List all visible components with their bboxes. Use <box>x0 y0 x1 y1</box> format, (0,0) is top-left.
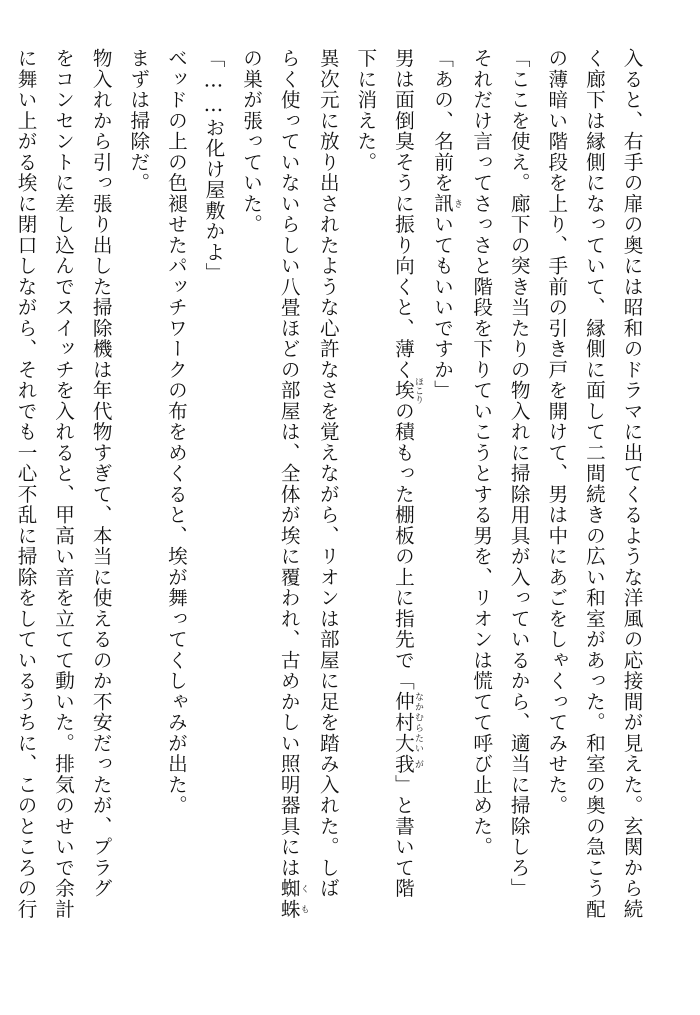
paragraph-line-4: それだけ言ってさっさと階段を下りていこうとする男を、リオンは慌てて呼び止めた。 <box>469 48 493 858</box>
paragraph-line-2: く廊下は縁側になっていて、縁側に面して二間続きの広い和室があった。和室の奥の急こう配 <box>582 48 606 920</box>
ruby-reading: くも <box>298 878 309 920</box>
dialogue-line-3: 「……お化け屋敷かよ」 <box>201 48 225 284</box>
paragraph-line-6: 下に消えた。 <box>353 48 377 173</box>
ruby-base: 蜘蛛 <box>277 878 301 920</box>
paragraph-line-1: 入ると、右手の扉の奥には昭和のドラマに出てくるような洋風の応接間が見えた。玄関から続 <box>620 48 643 920</box>
paragraph-line-13: をコンセントに差し込んでスイッチを入れると、甲高い音を立てて動いた。排気のせいで余計 <box>51 48 75 920</box>
text-segment: 男は面倒臭そうに振り向くと、薄く <box>391 48 415 380</box>
vertical-text-block <box>14 48 650 978</box>
ruby-reading: き <box>452 193 463 214</box>
ruby-name-given-1 <box>391 732 423 754</box>
ruby-kumo <box>277 878 309 920</box>
paragraph-line-12: 物入れから引っ張り出した掃除機は年代物すぎて、本当に使えるのか不安だったが、プラグ <box>89 48 113 899</box>
ruby-kiki <box>430 193 463 214</box>
ruby-name-given-2 <box>391 753 423 775</box>
ruby-reading: なかむら <box>412 691 423 733</box>
dialogue-line-1: 「ここを使え。廊下の突き当たりの物入れに掃除用具が入っているから、適当に掃除しろ」 <box>507 48 531 899</box>
dialogue-line-2 <box>423 48 462 978</box>
paragraph-line-14: に舞い上がる埃に閉口しながら、それでも一心不乱に掃除をしているうちに、このところの行 <box>14 48 37 920</box>
text-segment: 」と書いて階 <box>391 774 415 899</box>
ruby-reading: が <box>412 753 423 775</box>
text-segment: らく使っていないらしい八畳ほどの部屋は、全体が埃に覆われ、古めかしい照明器具には <box>277 48 301 878</box>
ruby-reading: たい <box>412 732 423 754</box>
ruby-base: 仲村 <box>391 691 415 733</box>
paragraph-line-9: の巣が張っていた。 <box>239 48 263 235</box>
paragraph-line-10: ベッドの上の色褪せたパッチワークの布をめくると、埃が舞ってくしゃみが出た。 <box>164 48 188 816</box>
paragraph-line-5 <box>384 48 423 978</box>
ruby-reading: ほこり <box>412 376 423 404</box>
ruby-base: 我 <box>391 753 415 775</box>
ruby-base: 埃 <box>391 376 415 404</box>
ruby-hokori <box>391 376 423 404</box>
paragraph-line-7: 異次元に放り出されたような心許なさを覚えながら、リオンは部屋に足を踏み入れた。しば <box>316 48 340 899</box>
text-segment: の積もった棚板の上に指先で「 <box>391 400 415 692</box>
dialogue-segment: 「あの、名前を <box>430 48 454 194</box>
paragraph-line-3: の薄暗い階段を上り、手前の引き戸を開けて、男は中にあごをしゃくってみせた。 <box>544 48 568 816</box>
ruby-base: 訊 <box>430 193 454 214</box>
dialogue-segment: いてもいいですか」 <box>430 214 454 401</box>
ruby-name-family <box>391 691 423 733</box>
ruby-base: 大 <box>391 732 415 754</box>
paragraph-line-11: まずは掃除だ。 <box>126 48 150 194</box>
paragraph-line-8 <box>270 48 309 978</box>
